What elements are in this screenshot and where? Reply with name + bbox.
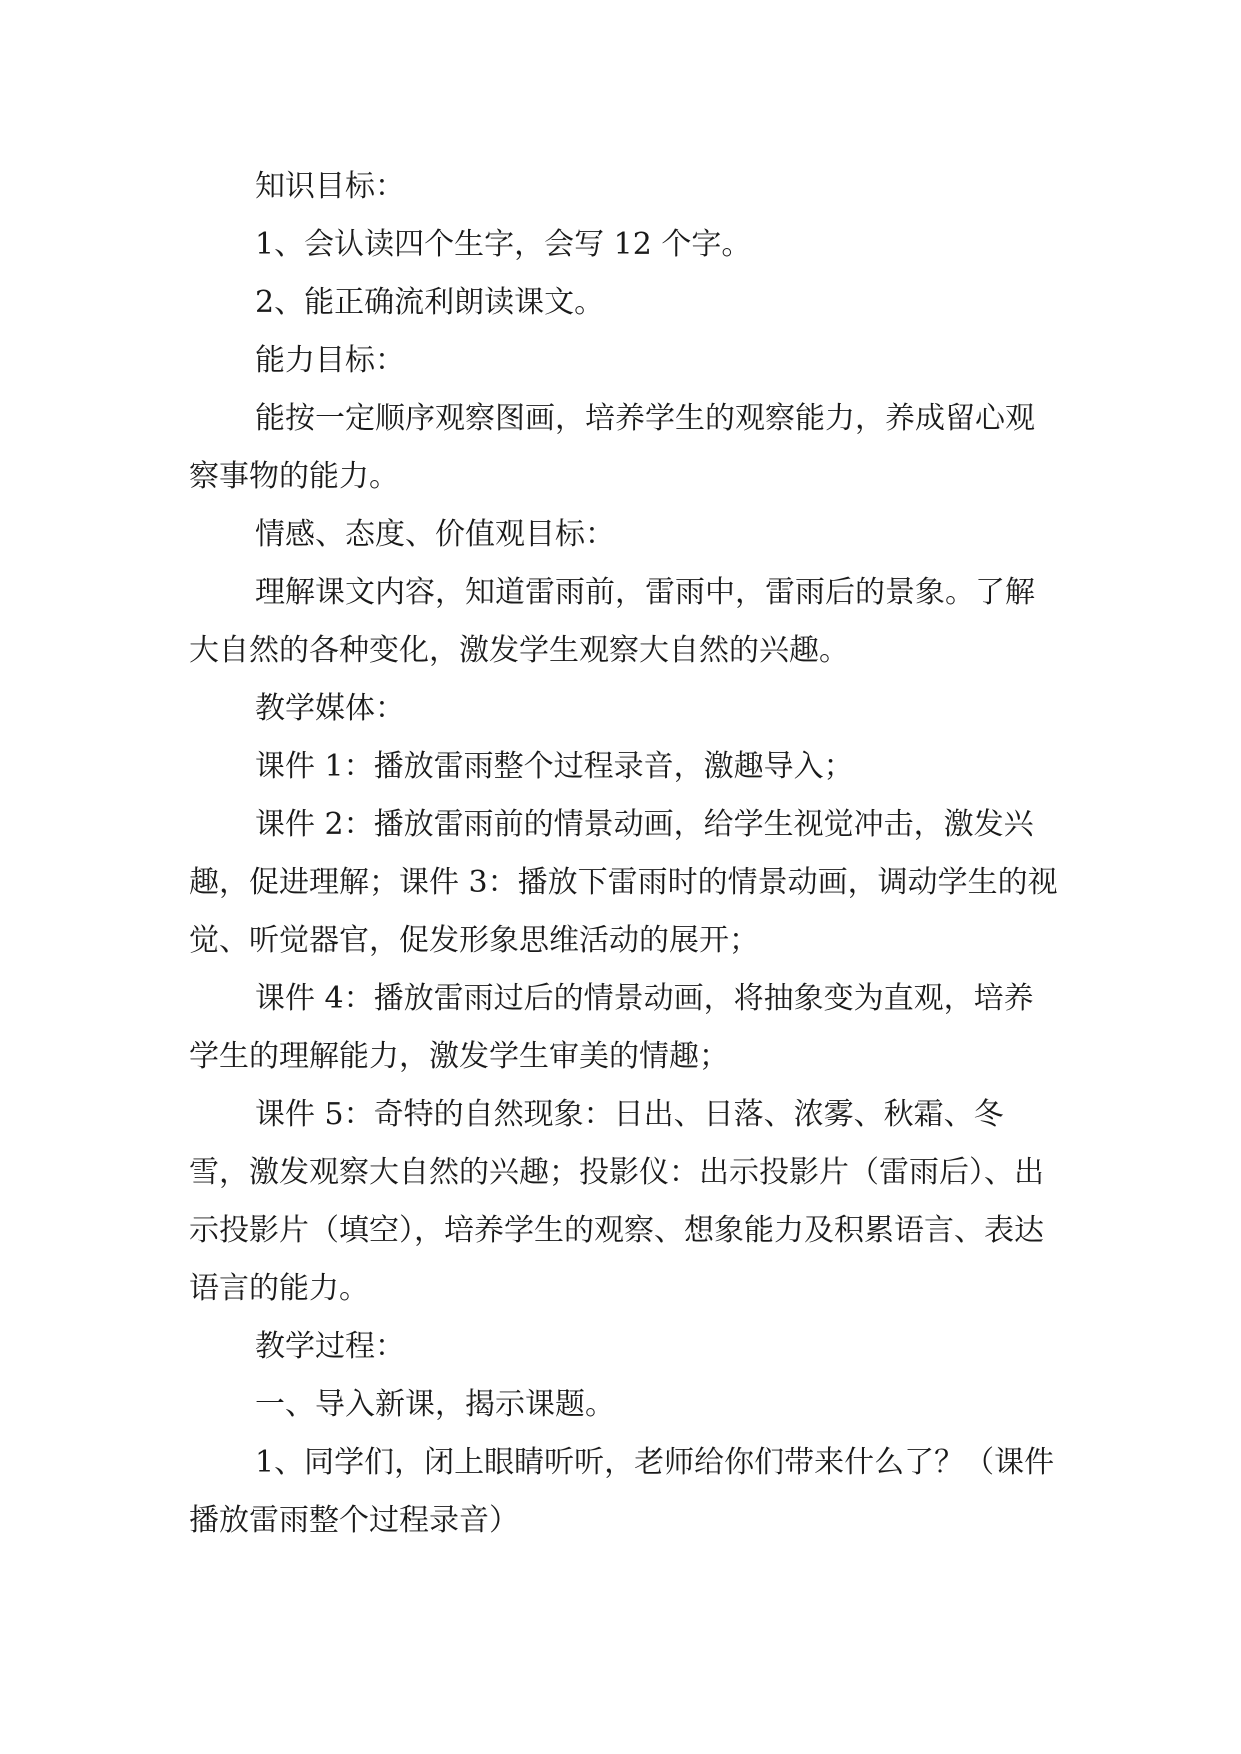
courseware-5: 课件 5：奇特的自然现象：日出、日落、浓雾、秋霜、冬雪，激发观察大自然的兴趣；投影仪：出示投影片（雷雨后）、出示投影片（填空），培养学生的观察、想象能力及积累语言、表达语言的能力。 [189,1097,1044,1306]
courseware-4: 课件 4：播放雷雨过后的情景动画，将抽象变为直观，培养学生的理解能力，激发学生审美的情趣； [189,981,1034,1074]
heading-teaching-media: 教学媒体： [255,691,405,726]
courseware-2-3: 课件 2：播放雷雨前的情景动画，给学生视觉冲击，激发兴趣，促进理解；课件 3：播放下雷雨时的情景动画，调动学生的视觉、听觉器官，促发形象思维活动的展开； [189,807,1058,958]
courseware-1: 课件 1：播放雷雨整个过程录音，激趣导入； [255,749,854,784]
heading-emotion-goals: 情感、态度、价值观目标： [255,517,615,552]
knowledge-goal-1: 1、会认读四个生字，会写 12 个字。 [255,227,752,262]
heading-knowledge-goals: 知识目标： [255,169,405,204]
process-step-1: 一、导入新课，揭示课题。 [255,1387,615,1422]
process-step-1-1: 1、同学们，闭上眼睛听听，老师给你们带来什么了？（课件播放雷雨整个过程录音） [189,1445,1055,1538]
emotion-goal-text: 理解课文内容，知道雷雨前，雷雨中，雷雨后的景象。了解大自然的各种变化，激发学生观察大自然的兴趣。 [189,575,1035,668]
heading-ability-goals: 能力目标： [255,343,405,378]
document-body [189,158,1059,1550]
ability-goal-text: 能按一定顺序观察图画，培养学生的观察能力，养成留心观察事物的能力。 [189,401,1035,494]
knowledge-goal-2: 2、能正确流利朗读课文。 [255,285,605,320]
heading-teaching-process: 教学过程： [255,1329,405,1364]
